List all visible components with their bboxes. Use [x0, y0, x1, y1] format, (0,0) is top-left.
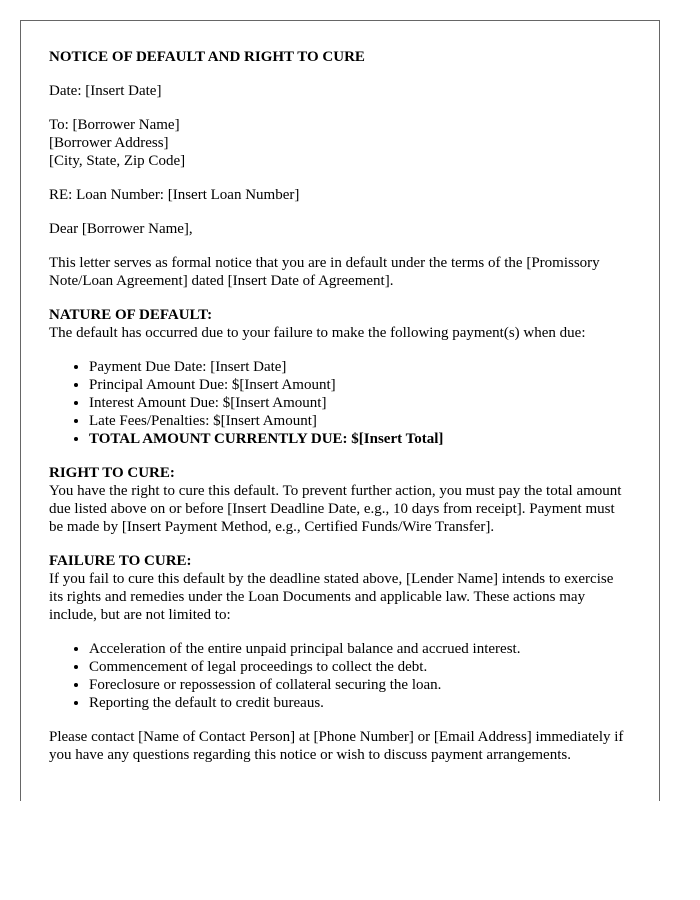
list-item: • Late Fees/Penalties: $[Insert Amount] — [89, 412, 631, 430]
total-due-item: • TOTAL AMOUNT CURRENTLY DUE: $[Insert Total] — [89, 430, 631, 448]
closing-paragraph: Please contact [Name of Contact Person] at [Phone Number] or [Email Address] immediately if you have any questions regarding this notice or wish to discuss payment arrangements. — [49, 729, 624, 763]
list-item: • Reporting the default to credit bureaus. — [89, 694, 631, 712]
salutation: Dear [Borrower Name], — [49, 221, 193, 237]
list-item: • Payment Due Date: [Insert Date] — [89, 358, 631, 376]
recipient-to-line: To: [Borrower Name] — [49, 117, 180, 133]
right-to-cure-text: You have the right to cure this default. To prevent further action, you must pay the total amount due listed above on or before [Insert Deadline Date, e.g., 10 days from receipt]. Payment must be made by [Insert Payment Method, e.g., Certified Funds/Wire Transfer]. — [49, 483, 622, 535]
nature-of-default-text: The default has occurred due to your failure to make the following payment(s) when due: — [49, 325, 586, 341]
recipient-address-line: [Borrower Address] — [49, 135, 169, 151]
recipient-address-block — [49, 116, 631, 170]
right-to-cure-heading: RIGHT TO CURE: — [49, 465, 175, 481]
document-page — [20, 20, 660, 801]
intro-paragraph: This letter serves as formal notice that you are in default under the terms of the [Promissory Note/Loan Agreement] dated [Insert Date of Agreement]. — [49, 255, 600, 289]
failure-to-cure-text: If you fail to cure this default by the deadline stated above, [Lender Name] intends to exercise its rights and remedies under the Loan Documents and applicable law. These actions may include, but are not limited to: — [49, 571, 614, 623]
right-to-cure-section — [49, 464, 631, 536]
list-item: • Commencement of legal proceedings to collect the debt. — [89, 658, 631, 676]
list-item: • Foreclosure or repossession of collateral securing the loan. — [89, 676, 631, 694]
remedies-list — [49, 640, 631, 712]
re-line: RE: Loan Number: [Insert Loan Number] — [49, 187, 300, 203]
date-line: Date: [Insert Date] — [49, 83, 162, 99]
recipient-city-line: [City, State, Zip Code] — [49, 153, 186, 169]
nature-of-default-heading: NATURE OF DEFAULT: — [49, 307, 213, 323]
payment-due-list — [49, 358, 631, 448]
failure-to-cure-heading: FAILURE TO CURE: — [49, 553, 192, 569]
list-item: • Interest Amount Due: $[Insert Amount] — [89, 394, 631, 412]
failure-to-cure-section — [49, 552, 631, 712]
nature-of-default-section — [49, 306, 631, 448]
list-item: • Principal Amount Due: $[Insert Amount] — [89, 376, 631, 394]
document-title: NOTICE OF DEFAULT AND RIGHT TO CURE — [49, 49, 365, 65]
list-item: • Acceleration of the entire unpaid principal balance and accrued interest. — [89, 640, 631, 658]
